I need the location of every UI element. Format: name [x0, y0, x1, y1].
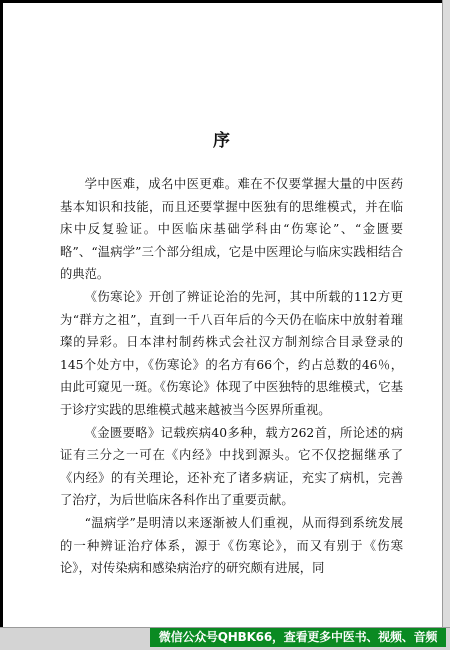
vertical-scrollbar[interactable]	[442, 0, 450, 650]
document-page	[3, 3, 442, 627]
watermark-banner: 微信公众号QHBK66，查看更多中医书、视频、音频	[150, 628, 446, 647]
paragraph-4: “温病学”是明清以来逐渐被人们重视，从而得到系统发展的一种辨证治疗体系，源于《伤寒论》，而又有别于《伤寒论》，对传染病和感染病治疗的研究颇有进展，同	[60, 515, 403, 576]
paragraph-2: 《伤寒论》开创了辨证论治的先河，其中所载的112方更为“群方之祖”，直到一千八百年后的今天仍在临床中放射着璀璨的异彩。日本津村制药株式会社汉方制剂综合目录登录的145个处方中，《伤寒论》的名方有66个，约占总数的46％，由此可窥见一斑。《伤寒论》体现了中医独特的思维模式，它基于诊疗实践的思维模式越来越被当今医界所重视。	[60, 289, 403, 417]
preface-heading: 序	[213, 131, 232, 151]
paragraph-3: 《金匮要略》记载疾病40多种，载方262首，所论述的病证有三分之一可在《内经》中找到源头。它不仅挖掘继承了《内经》的有关理论，还补充了诸多病证，充实了病机，完善了治疗，为后世临床各科作出了重要贡献。	[60, 425, 403, 508]
page-body	[60, 173, 403, 580]
paragraph-1: 学中医难，成名中医更难。难在不仅要掌握大量的中医药基本知识和技能，而且还要掌握中医独有的思维模式，并在临床中反复验证。中医临床基础学科由“伤寒论”、“金匮要略”、“温病学”三个部分组成，它是中医理论与临床实践相结合的典范。	[60, 177, 403, 282]
